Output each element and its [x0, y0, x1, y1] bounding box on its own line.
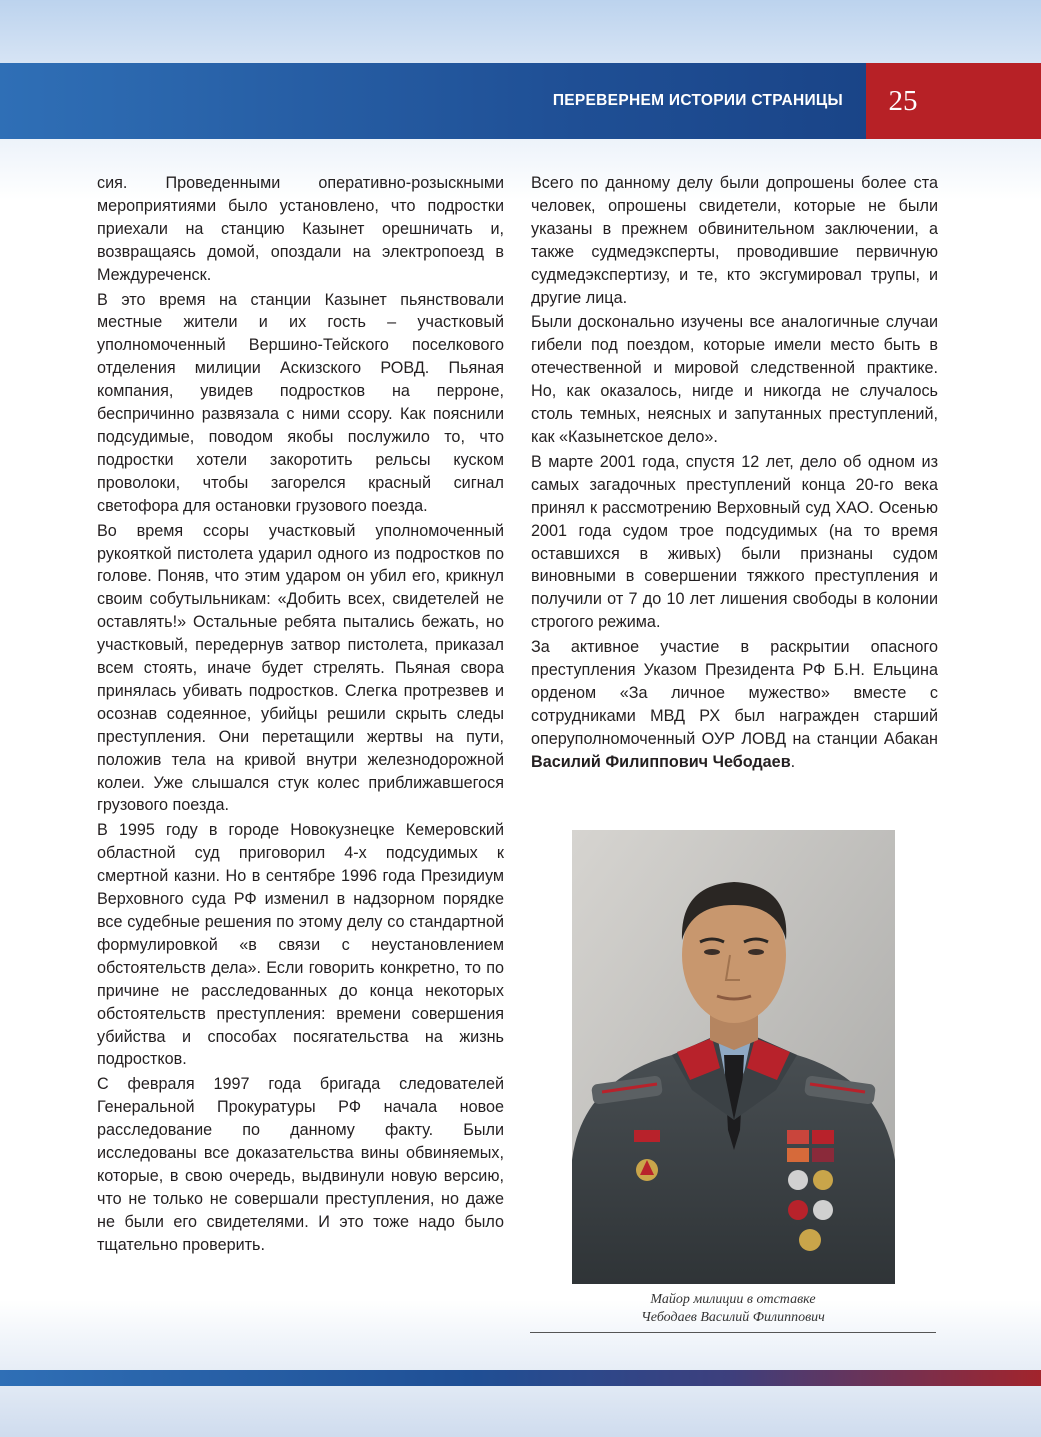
- caption-divider: [530, 1332, 936, 1333]
- paragraph: сия. Проведенными оперативно-розыскными мероприятиями было установлено, что подростки приехали на станцию Казынет орешничать и, возвращаясь домой, опоздали на электропоезд в Междуреченск.: [97, 174, 504, 284]
- right-text-column: [531, 172, 938, 776]
- footer-band: [0, 1370, 1041, 1386]
- page-number: 25: [888, 85, 918, 117]
- paragraph-text: За активное участие в раскрытии опасного преступления Указом Президента РФ Б.Н. Ельцина орденом «За личное мужество» вместе с сотрудниками МВД РХ был награжден старший оперуполномоченный ОУР ЛОВД на станции Абакан: [531, 638, 938, 748]
- paragraph: В марте 2001 года, спустя 12 лет, дело об одном из самых загадочных преступлений конца 20-го века принял к рассмотрению Верховный суд ХАО. Осенью 2001 года судом трое подсудимых (на то время оставшихся в живых) были признаны судом виновными в совершении тяжкого преступления и получили от 7 до 10 лет лишения свободы в колонии строгого режима.: [531, 452, 938, 632]
- caption-line: Чебодаев Василий Филиппович: [641, 1310, 825, 1325]
- paragraph: В это время на станции Казынет пьянствовали местные жители и их гость – участковый уполномоченный Вершино-Тейского поселкового отделения милиции Аскизского РОВД. Пьяная компания, увидев подростков на перроне, беспричинно развязала с ними ссору. Как пояснили подсудимые, поводом якобы послужило то, что подростки хотели закоротить рельсы куском проволоки, чтобы загорелся красный сигнал светофора для остановки грузового поезда.: [97, 290, 504, 515]
- paragraph: Были досконально изучены все аналогичные случаи гибели под поездом, которые имели место быть в отечественной и мировой следственной практике. Но, как оказалось, нигде и никогда не случалось столь темных, неясных и запутанных преступлений, как «Казынетское дело».: [531, 313, 938, 446]
- honoree-name: Василий Филиппович Чебодаев: [531, 752, 791, 771]
- paragraph: Во время ссоры участковый уполномоченный рукояткой пистолета ударил одного из подростков по голове. Поняв, что этим ударом он убил его, крикнул своим собутыльникам: «Добить всех, свидетелей не оставлять!» Остальные ребята пытались бежать, но участковый, передернув затвор пистолета, приказал всем стоять, иначе будет стрелять. Пьяная свора принялась убивать подростков. Слегка протрезвев и осознав содеянное, убийцы решили скрыть следы преступления. Они перетащили жертвы на пути, положив тела на кривой внутри железнодорожной колеи. Уже слышался стук колес приближавшегося грузового поезда.: [97, 521, 504, 815]
- paragraph: В 1995 году в городе Новокузнецке Кемеровский областной суд приговорил 4-х подсудимых к смертной казни. Но в сентябре 1996 года Президиум Верховного суда РФ изменил в надзорном порядке все судебные решения по этому делу со стандартной формулировкой «в связи с неустановлением обстоятельств дела». Если говорить конкретно, то по причине не расследованных до конца некоторых обстоятельств преступления: времени совершения убийства и способах посягательства на жизнь подростков.: [97, 821, 504, 1069]
- portrait-photo: [572, 830, 895, 1284]
- paragraph: С февраля 1997 года бригада следователей Генеральной Прокуратуры РФ начала новое расследование по данному факту. Были исследованы все доказательства вины обвиняемых, которые, в свою очередь, выдвинули новую версию, что не только не совершали преступления, но даже не были его свидетелями. И это тоже надо было тщательно проверить.: [97, 1075, 504, 1254]
- left-text-column: [97, 172, 504, 1259]
- section-title: ПЕРЕВЕРНЕМ ИСТОРИИ СТРАНИЦЫ: [552, 92, 843, 109]
- paragraph-end: .: [790, 752, 796, 771]
- caption-line: Майор милиции в отставке: [650, 1292, 816, 1307]
- photo-caption: [530, 1291, 936, 1327]
- paragraph: [531, 636, 938, 773]
- paragraph: Всего по данному делу были допрошены более ста человек, опрошены свидетели, которые не были указаны в прежнем обвинительном заключении, а также судмедэксперты, проводившие первичную судмедэкспертизу, и те, кто эксгумировал трупы, и другие лица.: [531, 174, 938, 307]
